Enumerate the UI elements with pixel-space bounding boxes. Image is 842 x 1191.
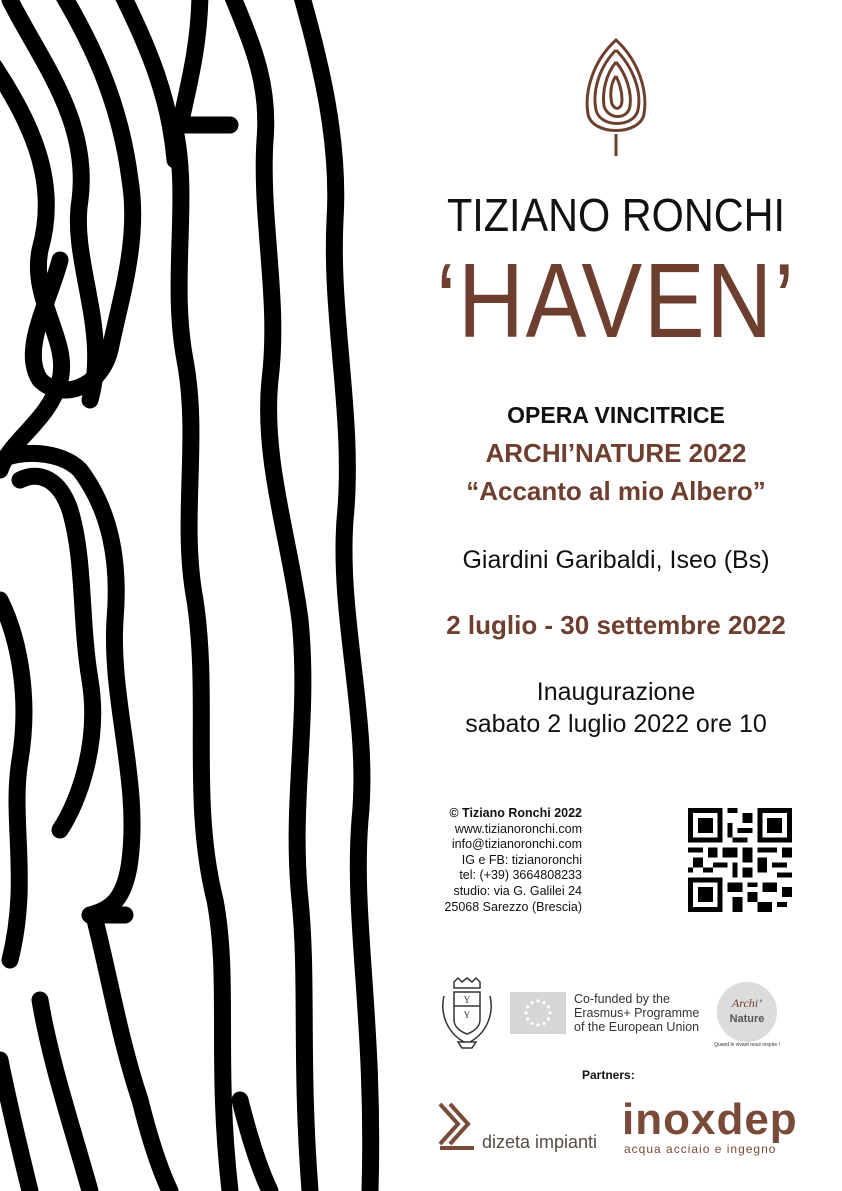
email-link[interactable]: info@tizianoronchi.com	[451, 837, 582, 852]
archi-tagline: Quand le vivant nous inspire !	[714, 1042, 780, 1048]
svg-text:Y: Y	[463, 995, 471, 1005]
inoxdep-logo: inoxdep	[622, 1095, 798, 1144]
studio-address: studio: via G. Galilei 24	[453, 883, 582, 898]
contest-theme: “Accanto al mio Albero”	[466, 476, 766, 506]
phone: tel: (+39) 3664808233	[459, 868, 582, 883]
opening-label: Inaugurazione	[536, 678, 696, 706]
eu-cofunded-text	[574, 992, 699, 1034]
opening-date: sabato 2 luglio 2022 ore 10	[465, 710, 767, 738]
venue: Giardini Garibaldi, Iseo (Bs)	[462, 546, 770, 574]
social-handle: IG e FB: tizianoronchi	[461, 852, 582, 867]
eu-line-1: Co-funded by the	[574, 992, 670, 1006]
svg-text:Y: Y	[463, 1010, 471, 1020]
archi-label: Archi’	[731, 996, 763, 1010]
inoxdep-tagline: acqua acciaio e ingegno	[624, 1142, 777, 1156]
city-address: 25068 Sarezzo (Brescia)	[444, 899, 582, 914]
municipal-crest-icon	[438, 976, 496, 1050]
qr-code[interactable]	[688, 808, 792, 912]
artwork-title: ‘HAVEN’	[436, 242, 796, 360]
contest-name: ARCHI’NATURE 2022	[485, 438, 747, 468]
partners-label: Partners:	[582, 1068, 635, 1082]
copyright: © Tiziano Ronchi 2022	[449, 806, 582, 820]
fingerprint-leaf-logo	[580, 36, 652, 160]
dizeta-name: dizeta impianti	[482, 1132, 598, 1152]
archi-nature-logo	[706, 980, 788, 1050]
eu-flag-icon	[510, 992, 566, 1034]
archi-nature-text: Nature	[729, 1013, 765, 1025]
award-label: OPERA VINCITRICE	[507, 402, 725, 428]
eu-line-3: of the European Union	[574, 1020, 700, 1034]
artist-name: TIZIANO RONCHI	[446, 189, 786, 241]
eu-line-2: Erasmus+ Programme	[574, 1006, 700, 1020]
contact-block	[432, 806, 582, 915]
dizeta-logo-icon	[436, 1100, 478, 1152]
exhibition-dates: 2 luglio - 30 settembre 2022	[446, 610, 786, 640]
wood-grain-artwork	[0, 0, 380, 1191]
opening-info	[390, 676, 842, 740]
website-link[interactable]: www.tizianoronchi.com	[454, 821, 582, 836]
